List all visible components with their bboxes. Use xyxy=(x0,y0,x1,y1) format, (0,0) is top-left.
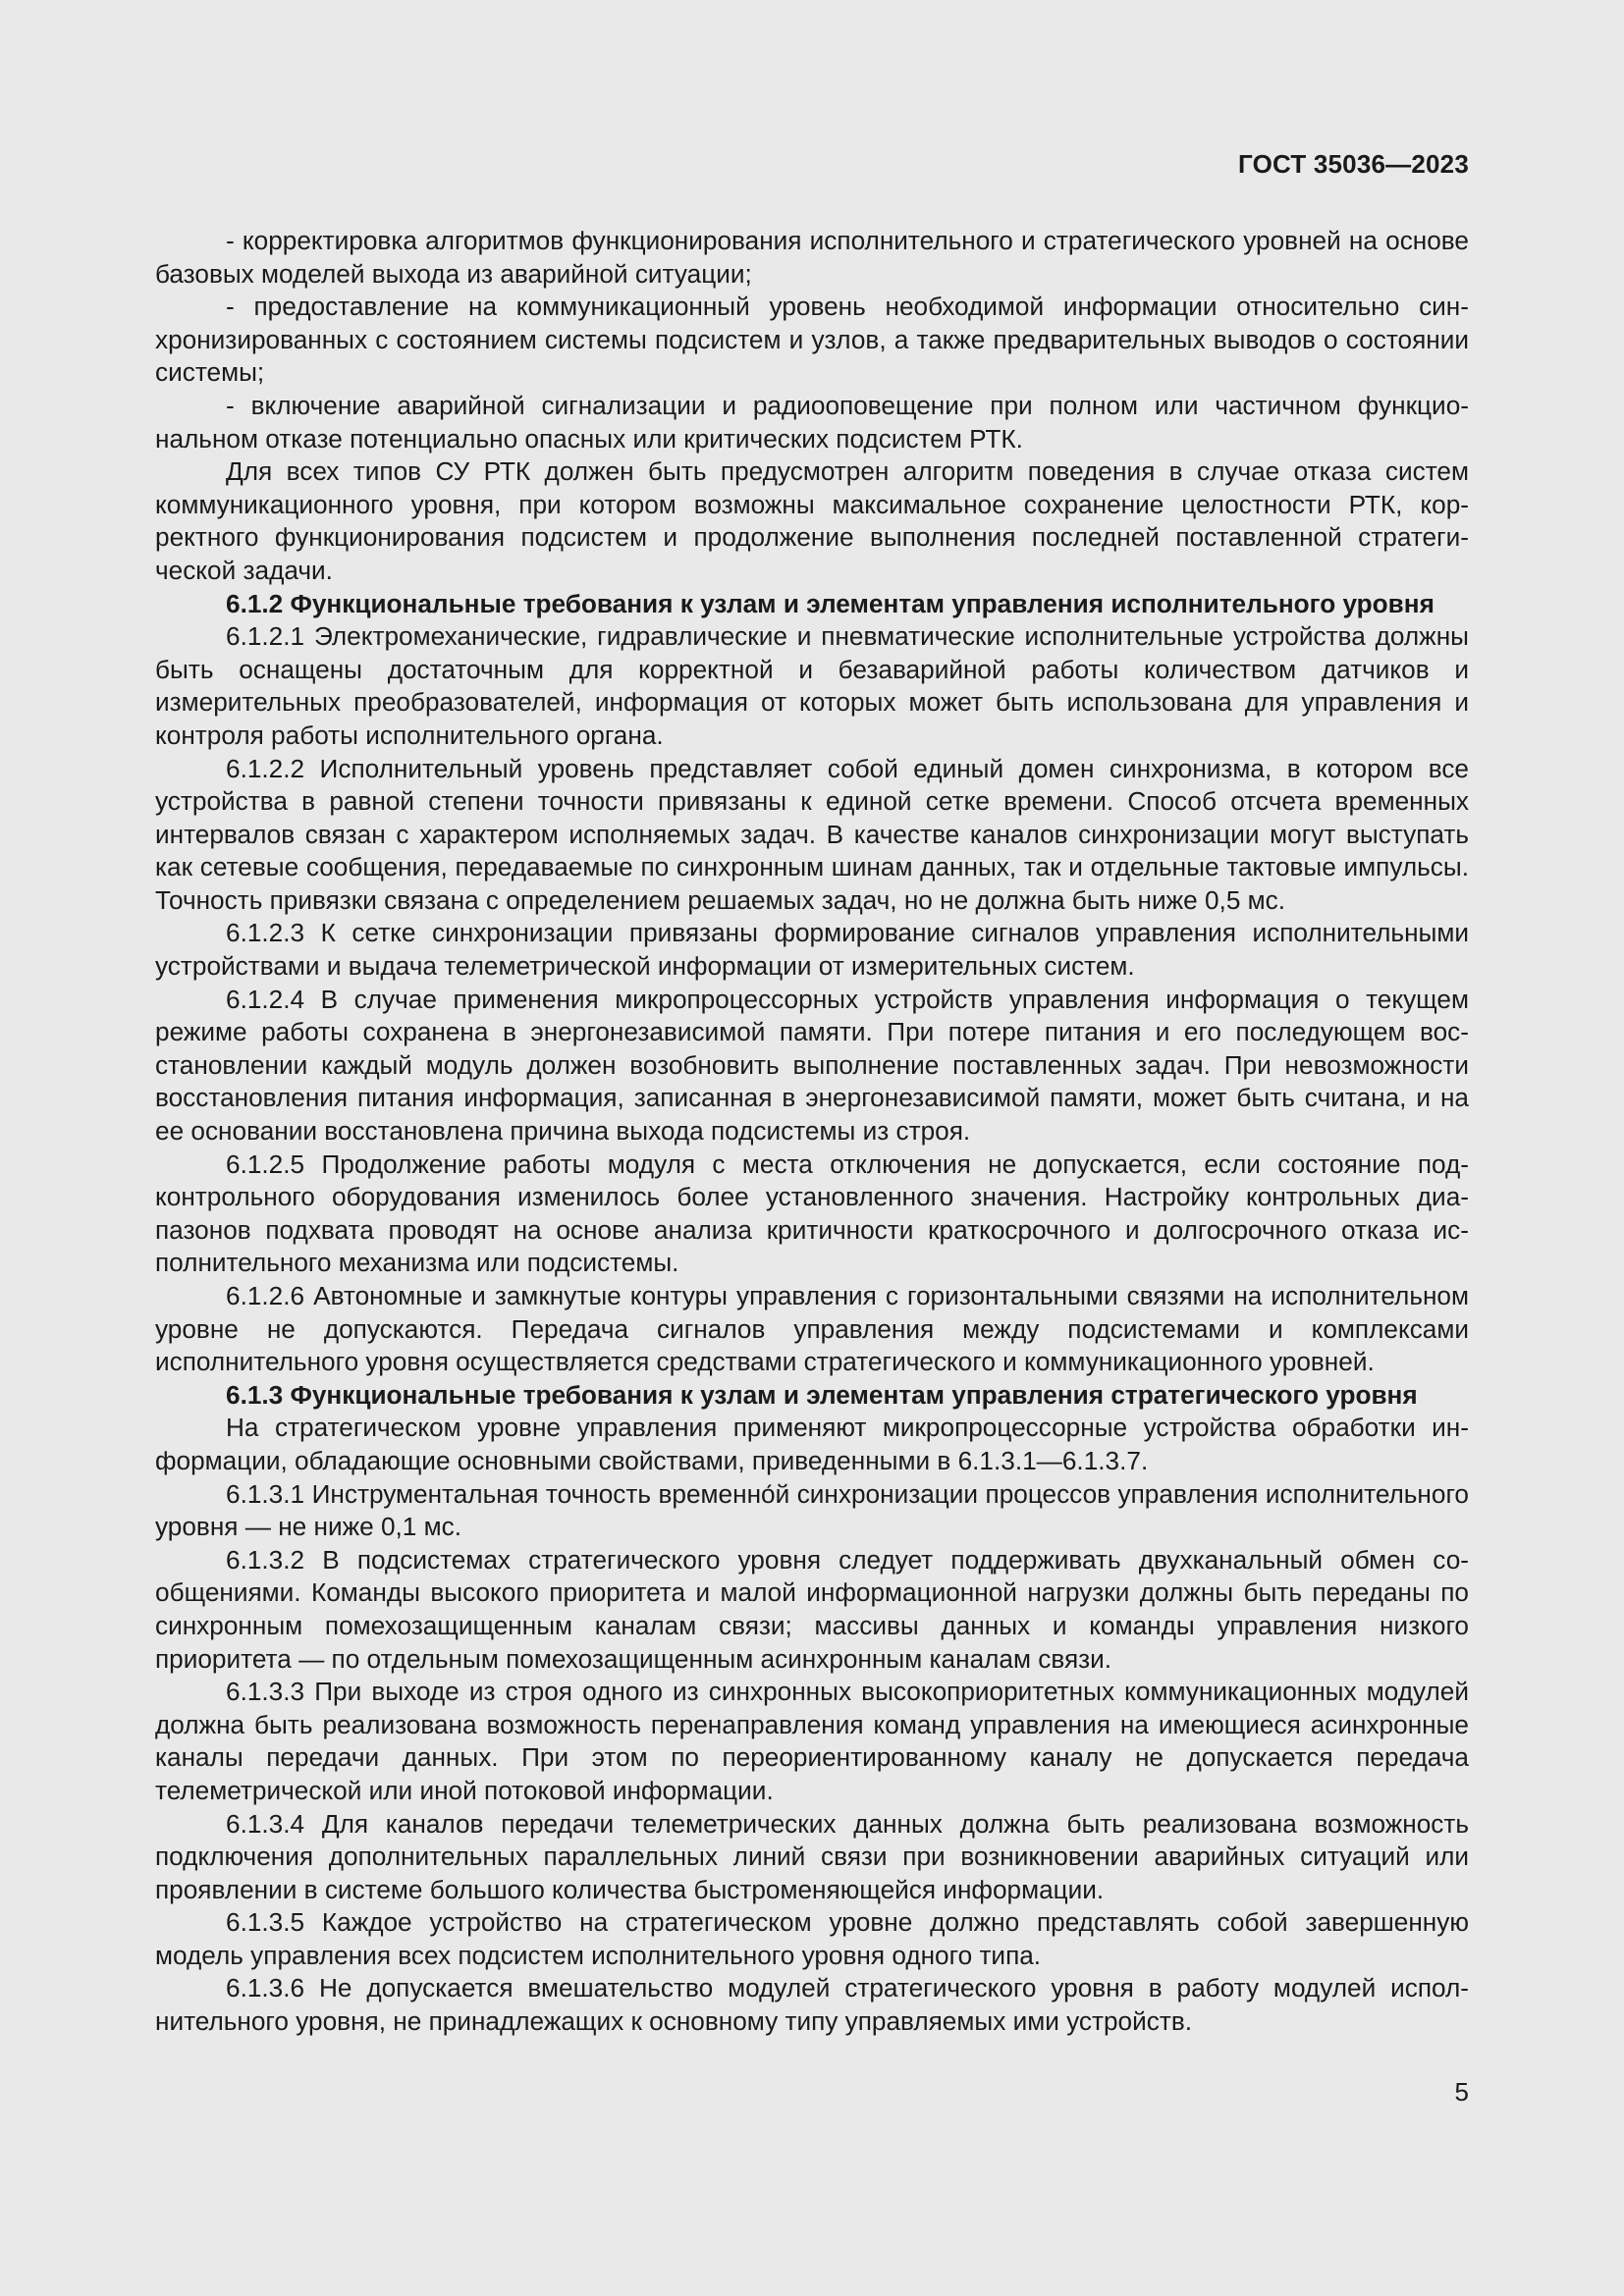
section-heading-6-1-3: 6.1.3 Функциональные требования к узлам и элементам управления стратегического уровня xyxy=(226,1379,1418,1410)
clause-6-1-3-1: 6.1.3.1 Инструментальная точность временно́й синхронизации процессов управления исполнительного уровня — не ниже 0,1 мс. xyxy=(155,1478,1469,1542)
clause-6-1-2-5: 6.1.2.5 Продолжение работы модуля с места отключения не допускается, если состояние подконтрольного оборудования изменилось более установленного значения. Настройку контрольных диапазонов подхвата проводят на основе анализа критичности краткосрочного и долгосрочного отказа исполнительного механизма или подсистемы. xyxy=(155,1148,1469,1278)
section-heading-6-1-2: 6.1.2 Функциональные требования к узлам и элементам управления исполнительного уровня xyxy=(226,588,1435,618)
list-item-algorithm-correction: - корректировка алгоритмов функционирования исполнительного и стратегического уровней на основе базовых моделей выхода из аварийной ситуации; xyxy=(155,226,1469,289)
clause-6-1-3-2: 6.1.3.2 В подсистемах стратегического уровня следует поддерживать двухканальный обмен сообщениями. Команды высокого приоритета и малой информационной нагрузки должны быть переданы по синхронным помехозащищенным каналам связи; массивы данных и команды управления низкого приоритета — по отдельным помехозащищенным асинхронным каналам связи. xyxy=(155,1544,1469,1674)
clause-6-1-3-5: 6.1.3.5 Каждое устройство на стратегическом уровне должно представлять собой завершенную модель управления всех подсистем исполнительного уровня одного типа. xyxy=(155,1907,1469,1970)
clause-6-1-2-1: 6.1.2.1 Электромеханические, гидравлические и пневматические исполнительные устройства должны быть оснащены достаточным для корректной и безаварийной работы количеством датчиков и измерительных преобразователей, информация от которых может быть использована для управления и контроля работы исполнительного органа. xyxy=(155,621,1469,750)
paragraph-strategic-intro: На стратегическом уровне управления применяют микропроцессорные устройства обработки информации, обладающие основными свойствами, приведенными в 6.1.3.1—6.1.3.7. xyxy=(155,1413,1469,1475)
clause-6-1-3-4: 6.1.3.4 Для каналов передачи телеметрических данных должна быть реализована возможность подключения дополнительных параллельных линий связи при возникновении аварийных ситуаций или проявлении в системе большого количества быстроменяющейся информации. xyxy=(155,1808,1469,1904)
clause-6-1-3-6: 6.1.3.6 Не допускается вмешательство модулей стратегического уровня в работу модулей исполнительного уровня, не принадлежащих к основному типу управляемых ими устройств. xyxy=(155,1973,1469,2037)
clause-6-1-2-3: 6.1.2.3 К сетке синхронизации привязаны формирование сигналов управления исполнительными устройствами и выдача телеметрической информации от измерительных систем. xyxy=(155,918,1469,982)
clause-6-1-2-6: 6.1.2.6 Автономные и замкнутые контуры управления с горизонтальными связями на исполнительном уровне не допускаются. Передача сигналов управления между подсистемами и комплексами исполнительного уровня осуществляется средствами стратегического и коммуникационного уровней. xyxy=(155,1281,1469,1377)
document-code-header: ГОСТ 35036—2023 xyxy=(1238,149,1469,179)
page-number: 5 xyxy=(1454,2077,1469,2107)
list-item-communication-info: - предоставление на коммуникационный уровень необходимой информации относительно синхронизированных с состоянием системы подсистем и узлов, а также предварительных выводов о состоянии системы; xyxy=(155,292,1469,388)
list-item-emergency-alarm: - включение аварийной сигнализации и радиооповещение при полном или частичном функциональном отказе потенциально опасных или критических подсистем РТК. xyxy=(155,390,1469,454)
paragraph-failure-algorithm: Для всех типов СУ РТК должен быть предусмотрен алгоритм поведения в случае отказа систем коммуникационного уровня, при котором возможны максимальное сохранение целостности РТК, корректного функционирования подсистем и продолжение выполнения последней поставленной стратегической задачи. xyxy=(155,456,1469,585)
clause-6-1-3-3: 6.1.3.3 При выходе из строя одного из синхронных высокоприоритетных коммуникационных модулей должна быть реализована возможность перенаправления команд управления на имеющиеся асинхронные каналы передачи данных. При этом по переориентированному каналу не допускается передача телеметрической или иной потоковой информации. xyxy=(155,1677,1469,1805)
document-body xyxy=(155,225,1469,2039)
clause-6-1-2-2: 6.1.2.2 Исполнительный уровень представляет собой единый домен синхронизма, в котором все устройства в равной степени точности привязаны к единой сетке времени. Способ отсчета временных интервалов связан с характером исполняемых задач. В качестве каналов синхронизации могут выступать как сетевые сообщения, передаваемые по синхронным шинам данных, так и отдельные тактовые импульсы. Точность привязки связана с определением решаемых задач, но не должна быть ниже 0,5 мс. xyxy=(155,753,1469,915)
clause-6-1-2-4: 6.1.2.4 В случае применения микропроцессорных устройств управления информация о текущем режиме работы сохранена в энергонезависимой памяти. При потере питания и его последующем восстановлении каждый модуль должен возобновить выполнение поставленных задач. При невозможности восстановления питания информация, записанная в энергонезависимой памяти, может быть считана, и на ее основании восстановлена причина выхода подсистемы из строя. xyxy=(155,984,1469,1147)
